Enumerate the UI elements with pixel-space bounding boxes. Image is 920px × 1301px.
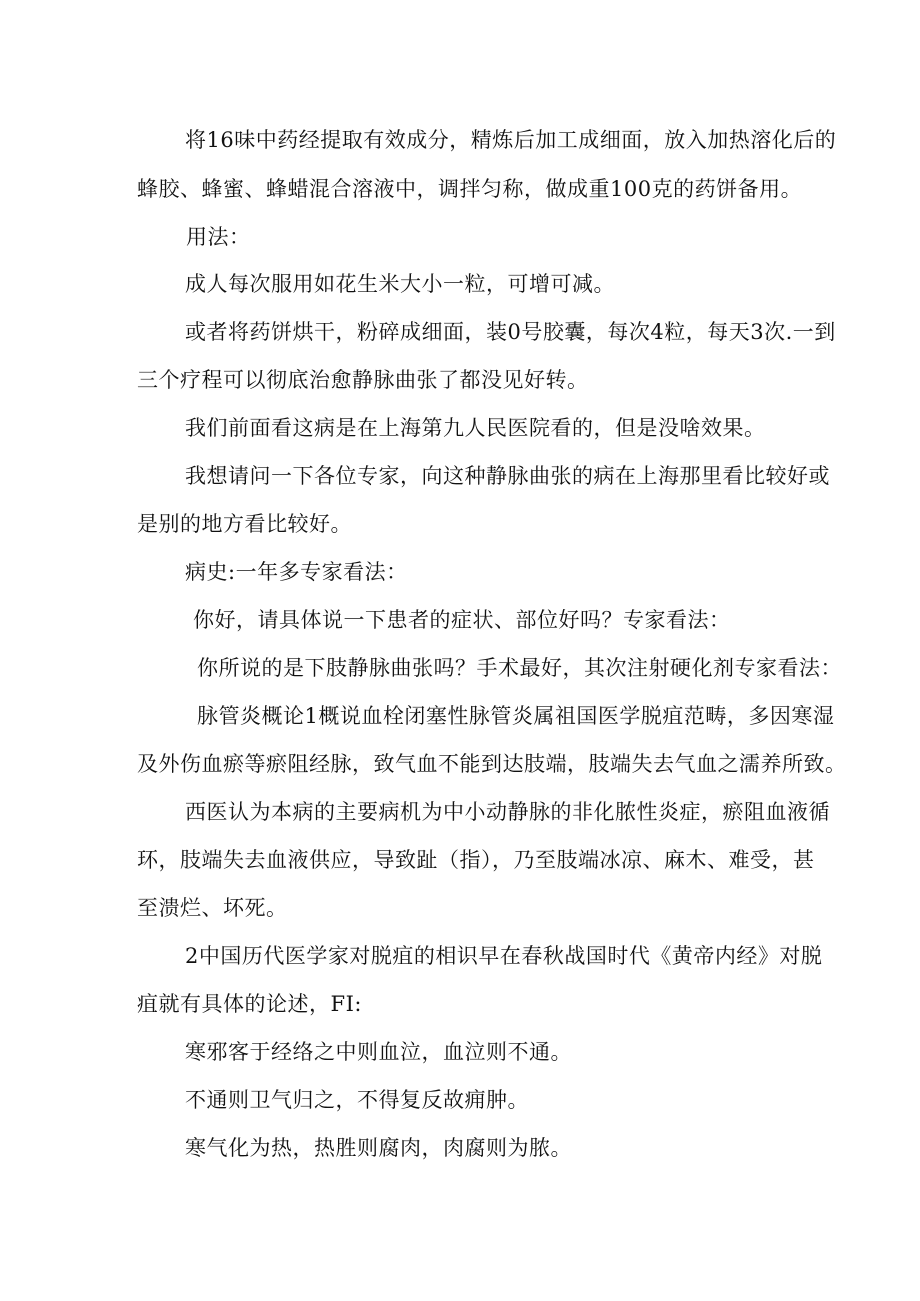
text-line-16: 环，肢端失去血液供应，导致趾（指），乃至肢端冰凉、麻木、难受，甚 bbox=[137, 848, 815, 872]
text-line-13: 脉管炎概论1概说血栓闭塞性脉管炎属祖国医学脱疽范畴，多因寒湿 bbox=[197, 704, 835, 728]
text-line-3: 用法： bbox=[186, 225, 251, 249]
text-line-22: 寒气化为热，热胜则腐肉，肉腐则为脓。 bbox=[185, 1136, 572, 1160]
text-line-5: 或者将药饼烘干，粉碎成细面，装0号胶囊，每次4粒，每天3次.一到 bbox=[185, 320, 836, 344]
text-line-19: 疽就有具体的论述，FI: bbox=[137, 992, 362, 1016]
text-line-21: 不通则卫气归之，不得复反故痈肿。 bbox=[185, 1088, 529, 1112]
text-line-11: 你好，请具体说一下患者的症状、部位好吗？专家看法： bbox=[193, 608, 731, 632]
text-line-7: 我们前面看这病是在上海第九人民医院看的，但是没啥效果。 bbox=[185, 416, 766, 440]
text-line-9: 是别的地方看比较好。 bbox=[137, 512, 352, 536]
text-line-18: 2中国历代医学家对脱疽的相识早在春秋战国时代《黄帝内经》对脱 bbox=[185, 944, 823, 968]
text-line-4: 成人每次服用如花生米大小一粒，可增可减。 bbox=[185, 272, 615, 296]
text-line-20: 寒邪客于经络之中则血泣，血泣则不通。 bbox=[185, 1040, 572, 1064]
text-line-14: 及外伤血瘀等瘀阻经脉，致气血不能到达肢端，肢端失去气血之濡养所致。 bbox=[137, 752, 847, 776]
text-line-15: 西医认为本病的主要病机为中小动静脉的非化脓性炎症，瘀阻血液循 bbox=[185, 800, 830, 824]
text-line-17: 至溃烂、坏死。 bbox=[137, 896, 288, 920]
text-line-1: 将16味中药经提取有效成分，精炼后加工成细面，放入加热溶化后的 bbox=[185, 128, 837, 152]
text-line-6: 三个疗程可以彻底治愈静脉曲张了都没见好转。 bbox=[137, 368, 589, 392]
text-line-8: 我想请问一下各位专家，向这种静脉曲张的病在上海那里看比较好或 bbox=[185, 464, 830, 488]
text-line-2: 蜂胶、蜂蜜、蜂蜡混合溶液中，调拌匀称，做成重100克的药饼备用。 bbox=[137, 177, 803, 201]
text-line-12: 你所说的是下肢静脉曲张吗？手术最好，其次注射硬化剂专家看法： bbox=[197, 656, 842, 680]
text-line-10: 病史:一年多专家看法： bbox=[185, 560, 408, 584]
